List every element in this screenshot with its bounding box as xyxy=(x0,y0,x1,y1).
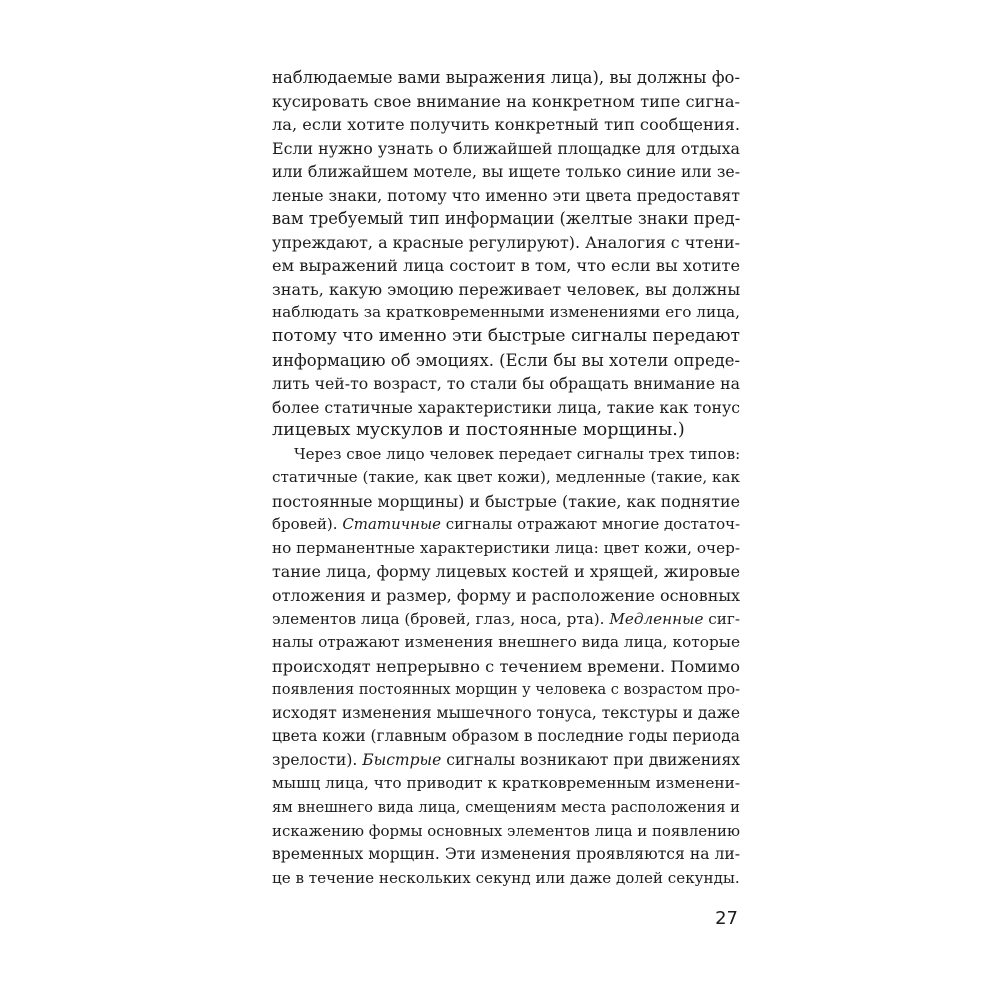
text-line: более статичные характеристики лица, такие как тонус xyxy=(272,397,740,417)
text-line: леные знаки, потому что именно эти цвета предоставят xyxy=(272,185,740,205)
text-line: Через свое лицо человек передает сигналы трех типов: xyxy=(294,444,741,463)
text-line: лить чей-то возраст, то стали бы обращать внимание на xyxy=(272,374,740,394)
paragraph-2 xyxy=(272,443,740,890)
text-line: цвета кожи (главным образом в последние годы периода xyxy=(272,727,740,746)
emphasized-term: Медленные xyxy=(609,609,704,628)
text-line: ла, если хотите получить конкретный тип сообщения. xyxy=(272,115,740,135)
text-line: потому что именно эти быстрые сигналы передают xyxy=(272,326,740,347)
text-line xyxy=(272,608,740,632)
text-line: налы отражают изменения внешнего вида лица, которые xyxy=(272,633,740,652)
text-fragment: сигналы возникают при движениях xyxy=(441,750,740,769)
emphasized-term: Быстрые xyxy=(362,750,442,769)
text-fragment: сиг- xyxy=(703,609,740,628)
text-line xyxy=(272,513,740,537)
text-line: происходят непрерывно с течением времени. Помимо xyxy=(272,656,740,676)
text-line: мышц лица, что приводит к кратковременным изменени- xyxy=(272,774,740,793)
text-fragment: зрелости). xyxy=(272,750,363,769)
text-line xyxy=(272,749,740,773)
text-line: лицевых мускулов и постоянные морщины.) xyxy=(272,420,685,441)
text-line: кусировать свое внимание на конкретном типе сигна- xyxy=(272,91,740,111)
text-line: наблюдать за кратковременными изменениями его лица, xyxy=(272,303,740,322)
text-fragment: элементов лица (бровей, глаз, носа, рта). xyxy=(272,609,610,628)
text-line: отложения и размер, форму и расположение основных xyxy=(272,586,741,606)
text-line: упреждают, а красные регулируют). Аналогия с чтени- xyxy=(272,232,740,252)
text-line: ем выражений лица состоит в том, что если вы хотите xyxy=(272,256,740,276)
text-fragment: сигналы отражают многие достаточ- xyxy=(441,515,741,534)
text-line: наблюдаемые вами выражения лица), вы должны фо- xyxy=(272,68,740,87)
text-line: но перманентные характеристики лица: цвет кожи, очер- xyxy=(272,538,740,557)
text-line: статичные (такие, как цвет кожи), медленные (такие, как xyxy=(272,468,741,487)
text-line: вам требуемый тип информации (желтые знаки пред- xyxy=(272,209,741,229)
paragraph-1 xyxy=(272,66,740,443)
page-number: 27 xyxy=(715,908,738,929)
text-line: или ближайшем мотеле, вы ищете только синие или зе- xyxy=(272,162,740,182)
text-fragment: бровей). xyxy=(272,515,343,534)
body-text xyxy=(272,66,740,890)
text-line: ям внешнего вида лица, смещениям места расположения и xyxy=(272,798,740,816)
text-line: появления постоянных морщин у человека с возрастом про- xyxy=(272,681,740,699)
text-line: искажению формы основных элементов лица и появлению xyxy=(272,821,741,840)
emphasized-term: Статичные xyxy=(342,515,442,534)
text-line: знать, какую эмоцию переживает человек, вы должны xyxy=(272,279,741,299)
text-line: исходят изменения мышечного тонуса, текстуры и даже xyxy=(272,703,740,722)
text-line: временных морщин. Эти изменения проявляются на ли- xyxy=(272,845,740,864)
text-line: це в течение нескольких секунд или даже долей секунды. xyxy=(272,868,740,887)
text-line: тание лица, форму лицевых костей и хрящей, жировые xyxy=(272,562,741,582)
text-line: информацию об эмоциях. (Если бы вы хотели опреде- xyxy=(272,350,741,370)
text-line: постоянные морщины) и быстрые (такие, как поднятие xyxy=(272,491,740,511)
text-line: Если нужно узнать о ближайшей площадке для отдыха xyxy=(272,138,740,158)
